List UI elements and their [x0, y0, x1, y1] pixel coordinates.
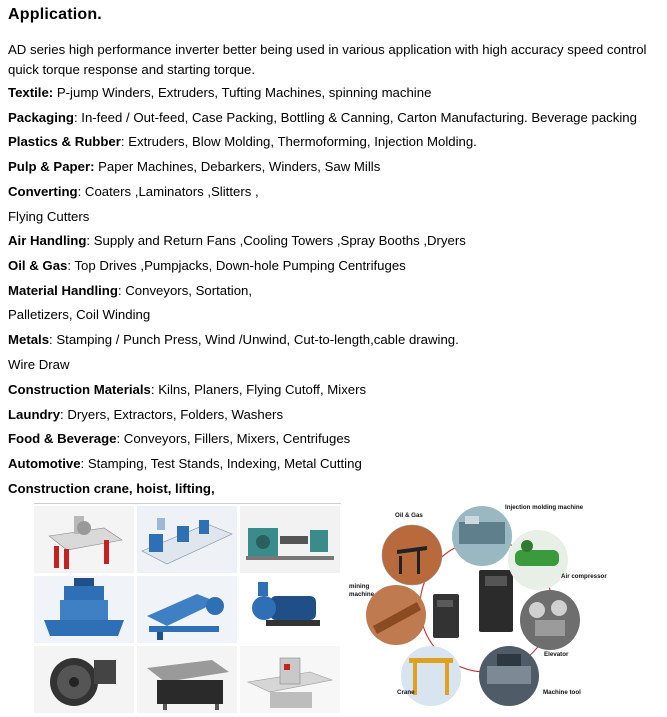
machine-photo-grid: [34, 503, 341, 714]
line-text: P-jump Winders, Extruders, Tufting Machines, spinning machine: [53, 85, 432, 100]
application-line: [8, 431, 350, 446]
line-text: : In-feed / Out-feed, Case Packing, Bottling & Canning, Carton Manufacturing. Beverage packing: [73, 110, 637, 125]
sand-making-machine-photo: [34, 576, 134, 643]
line-text: : Stamping, Test Stands, Indexing, Metal Cutting: [80, 456, 362, 471]
line-label: Construction crane, hoist, lifting,: [8, 481, 215, 496]
line-label: Construction Materials: [8, 382, 151, 397]
air-compressor-image: [508, 530, 568, 590]
line-text: Paper Machines, Debarkers, Winders, Saw Mills: [94, 159, 381, 174]
line-label: Converting: [8, 184, 78, 199]
packing-machine-photo: [240, 646, 340, 713]
intro-paragraph: AD series high performance inverter better being used in various application with high accuracy speed control quick torque response and starting torque.: [8, 42, 647, 77]
application-line: [8, 85, 431, 100]
line-label: Air Handling: [8, 233, 87, 248]
inverter-image: [433, 570, 513, 638]
line-label: Pulp & Paper:: [8, 159, 95, 174]
injection-molding-image: [452, 506, 512, 566]
cutting-machine-photo: [34, 506, 134, 573]
line-label: Food & Beverage: [8, 431, 117, 446]
oil-gas-label: Oil & Gas: [395, 512, 423, 519]
application-line: [8, 357, 70, 372]
pump-photo: [240, 576, 340, 643]
application-line: [8, 283, 252, 298]
application-line: [8, 456, 362, 471]
rolling-mill-photo: [240, 506, 340, 573]
line-label: Plastics & Rubber: [8, 134, 121, 149]
machine-tool-label: Machine tool: [543, 689, 581, 696]
injection-molding-label: Injection molding machine: [505, 504, 584, 511]
oil-gas-image: [382, 525, 442, 585]
line-text: : Kilns, Planers, Flying Cutoff, Mixers: [150, 382, 367, 397]
application-line: [8, 159, 380, 174]
line-text: Flying Cutters: [8, 209, 90, 224]
fan-blower-photo: [34, 646, 134, 713]
bag-making-machine-photo: [137, 506, 237, 573]
line-label: Metals: [8, 332, 50, 347]
application-line: [8, 481, 215, 496]
line-text: : Top Drives ,Pumpjacks, Down-hole Pumping Centrifuges: [67, 258, 406, 273]
application-line: [8, 382, 366, 397]
elevator-label: Elevator: [544, 651, 569, 658]
line-text: : Supply and Return Fans ,Cooling Towers ,Spray Booths ,Dryers: [86, 233, 466, 248]
application-line: [8, 209, 89, 224]
application-line: [8, 134, 477, 149]
line-text: Wire Draw: [8, 357, 70, 372]
elevator-image: [520, 590, 580, 650]
application-diagram: [347, 498, 665, 715]
line-text: Palletizers, Coil Winding: [8, 307, 151, 322]
line-label: Material Handling: [8, 283, 118, 298]
line-label: Oil & Gas: [8, 258, 68, 273]
centrifuge-photo: [137, 576, 237, 643]
application-line: [8, 307, 150, 322]
printing-machine-photo: [137, 646, 237, 713]
line-label: Packaging: [8, 110, 74, 125]
mining-label-2: machine: [349, 591, 375, 598]
line-label: Laundry: [8, 407, 61, 422]
line-label: Textile:: [8, 85, 54, 100]
application-line: [8, 233, 466, 248]
crane-label: Crane: [397, 689, 415, 696]
mining-machine-image: [366, 585, 426, 645]
line-text: : Extruders, Blow Molding, Thermoforming, Injection Molding.: [120, 134, 477, 149]
application-line: [8, 407, 283, 422]
line-text: : Dryers, Extractors, Folders, Washers: [60, 407, 284, 422]
application-line: [8, 184, 259, 199]
crane-image: [401, 646, 461, 706]
air-compressor-label: Air compressor: [561, 573, 607, 580]
application-line: [8, 258, 406, 273]
line-text: : Stamping / Punch Press, Wind /Unwind, Cut-to-length,cable drawing.: [49, 332, 459, 347]
mining-label: mining: [349, 583, 370, 590]
machine-tool-image: [479, 646, 539, 706]
line-text: : Conveyors, Sortation,: [117, 283, 253, 298]
line-text: : Conveyors, Fillers, Mixers, Centrifuges: [116, 431, 351, 446]
application-line: [8, 332, 459, 347]
page-title: Application.: [8, 6, 102, 23]
line-text: : Coaters ,Laminators ,Slitters ,: [77, 184, 259, 199]
application-line: [8, 110, 637, 125]
line-label: Automotive: [8, 456, 81, 471]
